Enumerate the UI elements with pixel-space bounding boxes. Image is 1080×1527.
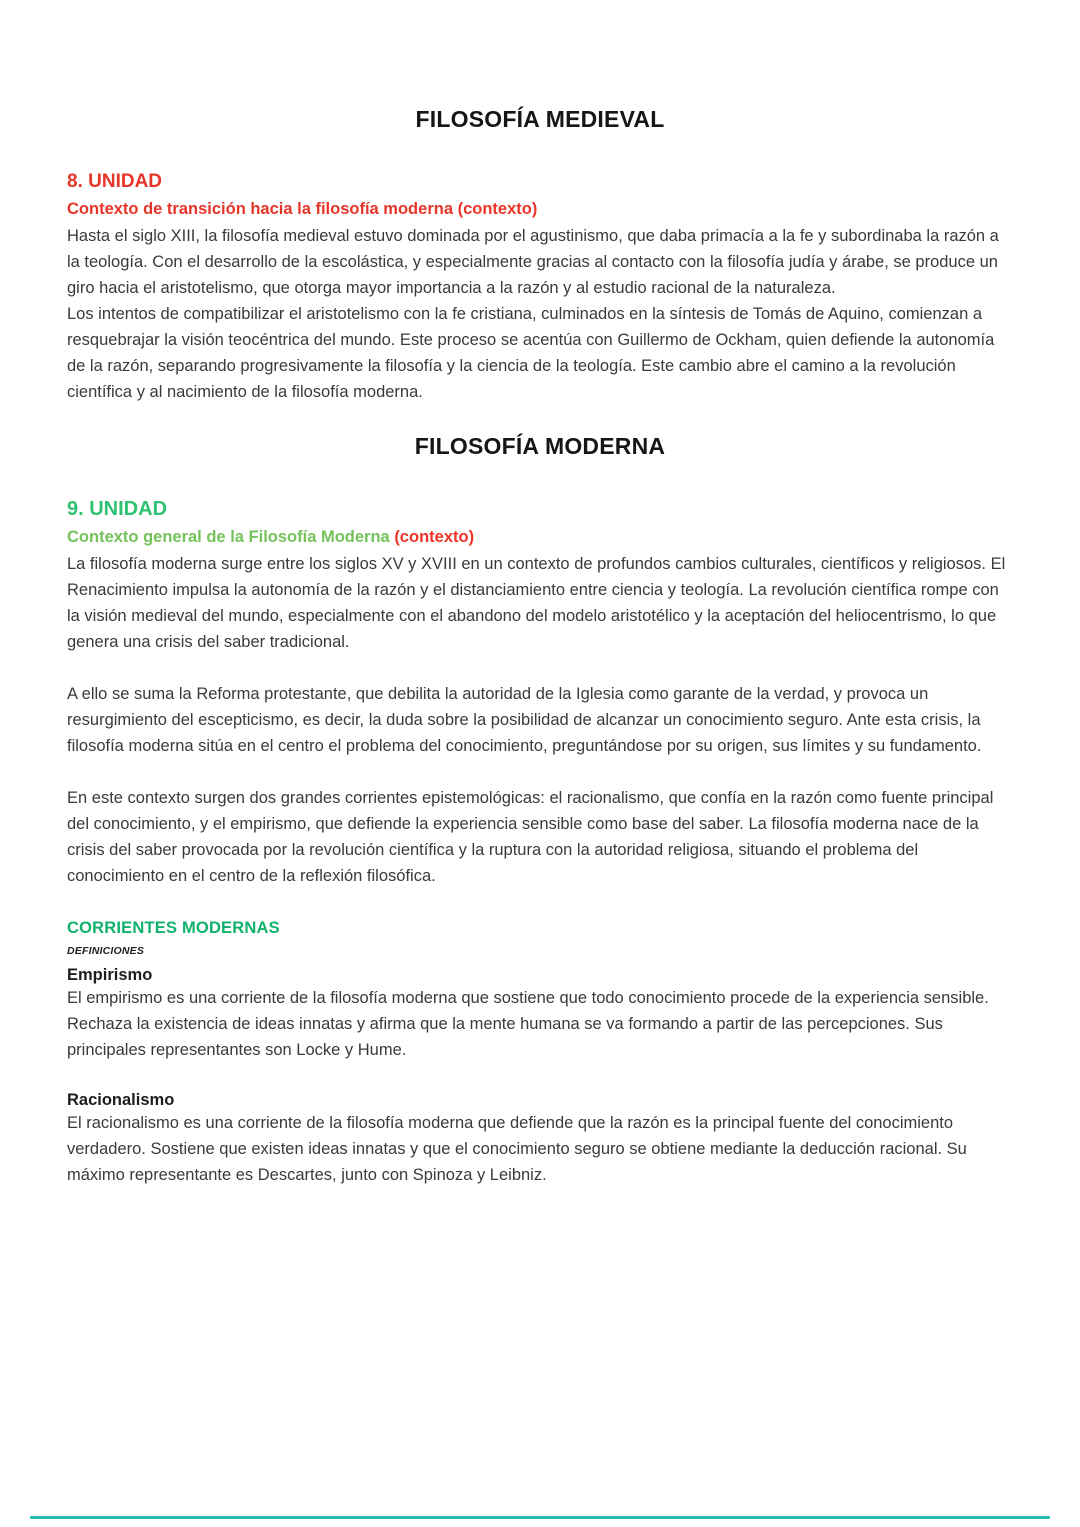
unidad9-subtitle-line	[67, 528, 1013, 547]
unidad8-subtitle: Contexto de transición hacia la filosofía moderna	[67, 200, 453, 218]
unidad9-heading: 9. UNIDAD	[67, 498, 168, 520]
term-empirismo: Empirismo	[67, 966, 153, 984]
unidad8-heading: 8. UNIDAD	[67, 171, 163, 192]
unidad9-paragraph-3: En este contexto surgen dos grandes corrientes epistemológicas: el racionalismo, que confía en la razón como fuente principal del conocimiento, y el empirismo, que defiende la experiencia sensible como base del saber. La filosofía moderna nace de la crisis del saber provocada por la revolución científica y la ruptura con la autoridad religiosa, situando el problema del conocimiento en el centro de la reflexión filosófica.	[67, 789, 994, 885]
medieval-title: FILOSOFÍA MEDIEVAL	[415, 106, 665, 132]
definition-racionalismo: El racionalismo es una corriente de la filosofía moderna que defiende que la razón es la principal fuente del conocimiento verdadero. Sostiene que existen ideas innatas y que el conocimiento seguro se obtiene mediante la deducción racional. Su máximo representante es Descartes, junto con Spinoza y Leibniz.	[67, 1114, 967, 1184]
section-unidad-8	[67, 171, 1013, 405]
unidad8-paragraph-2: Los intentos de compatibilizar el aristotelismo con la fe cristiana, culminados en la síntesis de Tomás de Aquino, comienzan a resquebrajar la visión teocéntrica del mundo. Este proceso se acentúa con Guillermo de Ockham, quien defiende la autonomía de la razón, separando progresivamente la filosofía y la ciencia de la teología. Este cambio abre el camino a la revolución científica y al nacimiento de la filosofía moderna.	[67, 305, 995, 401]
section-unidad-9	[67, 498, 1013, 889]
unidad8-subtitle-line	[67, 200, 1013, 219]
moderna-title: FILOSOFÍA MODERNA	[414, 433, 666, 459]
unidad9-paragraph-2: A ello se suma la Reforma protestante, que debilita la autoridad de la Iglesia como garante de la verdad, y provoca un resurgimiento del escepticismo, es decir, la duda sobre la posibilidad de alcanzar un conocimiento seguro. Ante esta crisis, la filosofía moderna sitúa en el centro el problema del conocimiento, preguntándose por su origen, sus límites y su fundamento.	[67, 685, 982, 755]
section-corrientes-modernas	[67, 919, 1013, 1188]
unidad9-context-tag: (contexto)	[394, 528, 475, 546]
corrientes-heading: CORRIENTES MODERNAS	[67, 919, 280, 937]
unidad9-subtitle: Contexto general de la Filosofía Moderna	[67, 528, 390, 546]
definition-empirismo: El empirismo es una corriente de la filosofía moderna que sostiene que todo conocimiento procede de la experiencia sensible. Rechaza la existencia de ideas innatas y afirma que la mente humana se va formando a partir de las percepciones. Sus principales representantes son Locke y Hume.	[67, 989, 989, 1059]
page-bottom-divider	[30, 1516, 1050, 1519]
unidad9-paragraph-1: La filosofía moderna surge entre los siglos XV y XVIII en un contexto de profundos cambios culturales, científicos y religiosos. El Renacimiento impulsa la autonomía de la razón y el distanciamiento entre ciencia y teología. La revolución científica rompe con la visión medieval del mundo, especialmente con el abandono del modelo aristotélico y la aceptación del heliocentrismo, lo que genera una crisis del saber tradicional.	[67, 555, 1006, 651]
unidad8-paragraph-1: Hasta el siglo XIII, la filosofía medieval estuvo dominada por el agustinismo, que daba primacía a la fe y subordinaba la razón a la teología. Con el desarrollo de la escolástica, y especialmente gracias al contacto con la filosofía judía y árabe, se produce un giro hacia el aristotelismo, que otorga mayor importancia a la razón y al estudio racional de la naturaleza.	[67, 227, 999, 297]
unidad8-context-tag: (contexto)	[457, 200, 538, 218]
definiciones-label: DEFINICIONES	[67, 945, 145, 957]
term-racionalismo: Racionalismo	[67, 1091, 175, 1109]
